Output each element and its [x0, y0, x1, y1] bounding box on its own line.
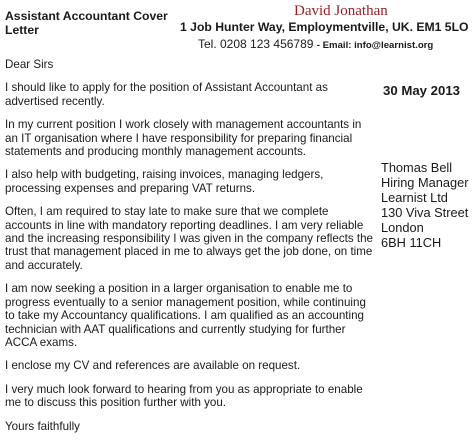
recipient-title: Hiring Manager [381, 175, 469, 190]
paragraph-4: Often, I am required to stay late to make sure that we complete accounts in line with mandatory reporting deadlines. I am very reliable and the increasing responsibility I was given in the company reflects the trust that management placed in me to always get the job done, on time and accurately. [5, 205, 373, 272]
recipient-street: 130 Viva Street [381, 205, 469, 220]
paragraph-6: I enclose my CV and references are available on request. [5, 359, 301, 373]
recipient-name: Thomas Bell [381, 160, 453, 175]
sender-email: - Email: info@learnist.org [316, 40, 434, 51]
salutation: Dear Sirs [5, 58, 54, 71]
letter-body [5, 58, 373, 443]
paragraph-2: In my current position I work closely with management accountants in an IT organisation where I have responsibility for preparing financial statements and producing monthly management accounts. [5, 118, 362, 159]
paragraph-1: I should like to apply for the position of Assistant Accountant as advertised recently. [5, 81, 328, 108]
sender-contact [198, 37, 474, 53]
letter-date: 30 May 2013 [383, 83, 460, 98]
sender-name: David Jonathan [294, 3, 388, 19]
sender-address: 1 Job Hunter Way, Employmentville, UK. EM1 5LO [180, 20, 469, 34]
recipient-company: Learnist Ltd [381, 190, 448, 205]
recipient-city: London [381, 220, 424, 235]
sender-phone: Tel. 0208 123 456789 [198, 37, 314, 51]
paragraph-5: I am now seeking a position in a larger organisation to enable me to progress eventually to a senior management position, while continuing to take my Accountancy qualifications. I am qualified as an accounting technician with AAT qualifications and currently studying for further ACCA exams. [5, 282, 366, 349]
paragraph-3: I also help with budgeting, raising invoices, managing ledgers, processing expenses and preparing VAT returns. [5, 168, 324, 195]
closing: Yours faithfully [5, 419, 80, 433]
recipient-address [381, 160, 474, 250]
document-title: Assistant Accountant Cover Letter [5, 9, 168, 37]
recipient-postcode: 6BH 11CH [381, 235, 442, 250]
paragraph-7: I very much look forward to hearing from you as appropriate to enable me to discuss this position further with you. [5, 382, 363, 410]
